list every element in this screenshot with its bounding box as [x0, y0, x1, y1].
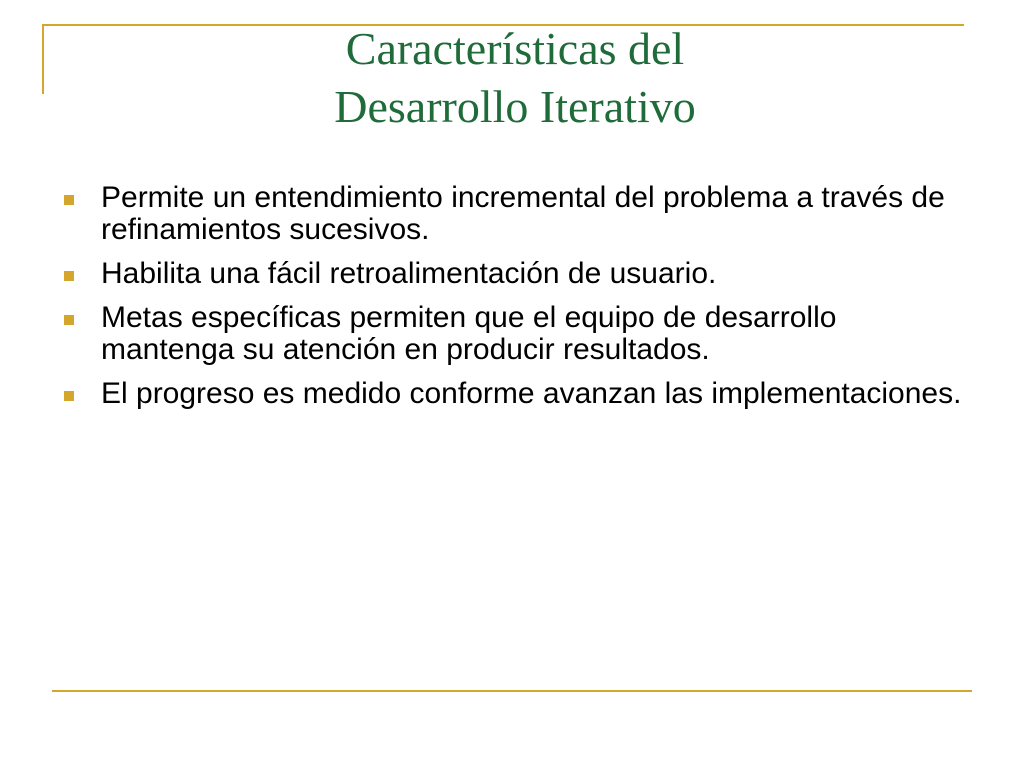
frame-left-rule: [42, 24, 44, 94]
bullet-text: Permite un entendimiento incremental del problema a través de refinamientos sucesivos.: [101, 181, 945, 246]
slide-title: [100, 20, 930, 136]
bullet-item: [64, 378, 964, 410]
slide-title-line-1: Características del: [345, 23, 685, 74]
bullet-item: [64, 182, 964, 246]
bullet-item: [64, 302, 964, 366]
bullet-item: [64, 258, 964, 290]
frame-bottom-rule: [52, 690, 972, 692]
square-bullet-icon: [64, 391, 74, 401]
bullet-text: Habilita una fácil retroalimentación de usuario.: [101, 257, 717, 290]
square-bullet-icon: [64, 195, 74, 205]
bullet-list: [64, 182, 964, 422]
bullet-text: El progreso es medido conforme avanzan las implementaciones.: [101, 377, 962, 410]
bullet-text: Metas específicas permiten que el equipo de desarrollo mantenga su atención en producir resultados.: [101, 301, 837, 366]
square-bullet-icon: [64, 315, 74, 325]
square-bullet-icon: [64, 271, 74, 281]
slide-title-line-2: Desarrollo Iterativo: [334, 81, 696, 132]
